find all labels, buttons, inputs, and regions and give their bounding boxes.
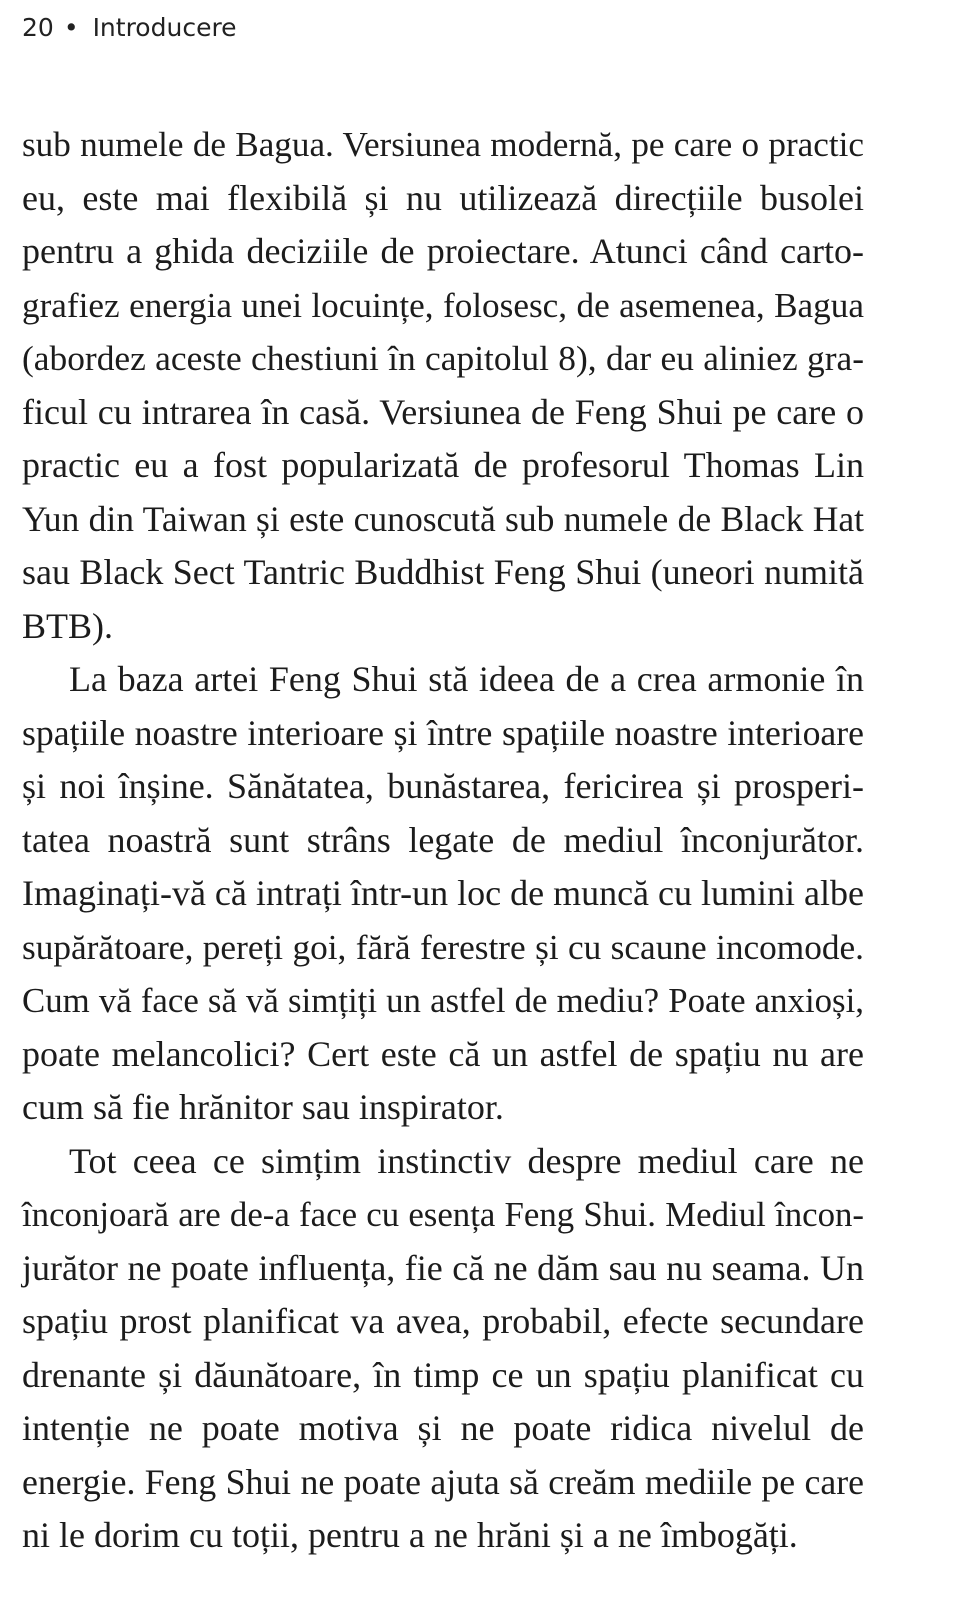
text-line: sau Black Sect Tantric Buddhist Feng Shui (uneori numită <box>22 552 864 592</box>
text-line: Yun din Taiwan și este cunoscută sub numele de Black Hat <box>22 498 864 539</box>
text-line: și noi înșine. Sănătatea, bunăstarea, fericirea și prosperi- <box>22 766 864 806</box>
text-line: grafiez energia unei locuințe, folosesc, de asemenea, Bagua <box>22 285 864 325</box>
text-line: Imaginați-vă că intrați într-un loc de muncă cu lumini albe <box>22 873 864 913</box>
text-line: pentru a ghida deciziile de proiectare. Atunci când carto- <box>22 231 864 271</box>
text-line: ni le dorim cu toții, pentru a ne hrăni și a ne îmbogăți. <box>22 1515 798 1555</box>
text-line: eu, este mai flexibilă și nu utilizează direcțiile busolei <box>22 177 864 218</box>
page-number: 20 <box>22 13 54 42</box>
text-line: înconjoară are de-a face cu esența Feng Shui. Mediul încon- <box>22 1195 864 1234</box>
text-line: drenante și dăunătoare, în timp ce un spațiu planificat cu <box>22 1354 864 1395</box>
text-line: BTB). <box>22 605 114 646</box>
text-line: ficul cu intrarea în casă. Versiunea de Feng Shui pe care o <box>22 391 864 432</box>
text-line: intenție ne poate motiva și ne poate ridica nivelul de <box>22 1408 864 1448</box>
text-line: practic eu a fost popularizată de profesorul Thomas Lin <box>22 445 864 485</box>
text-line: supărătoare, pereți goi, fără ferestre și cu scaune incomode. <box>22 927 864 967</box>
text-line: spațiile noastre interioare și între spațiile noastre interioare <box>22 712 864 753</box>
text-line: (abordez aceste chestiuni în capitolul 8), dar eu aliniez gra- <box>22 338 864 378</box>
text-line: Tot ceea ce simțim instinctiv despre mediul care ne <box>69 1140 864 1181</box>
text-line: cum să fie hrănitor sau inspirator. <box>22 1087 504 1127</box>
text-line: tatea noastră sunt strâns legate de mediul înconjurător. <box>22 819 864 860</box>
header-separator: • <box>63 13 79 42</box>
text-line: spațiu prost planificat va avea, probabil, efecte secundare <box>22 1301 864 1341</box>
text-line: poate melancolici? Cert este că un astfel de spațiu nu are <box>22 1033 864 1074</box>
running-head <box>22 11 237 45</box>
text-line: Cum vă face să vă simțiți un astfel de mediu? Poate anxioși, <box>22 981 864 1020</box>
text-line: La baza artei Feng Shui stă ideea de a crea armonie în <box>69 659 864 699</box>
body-text <box>22 118 864 1563</box>
text-line: sub numele de Bagua. Versiunea modernă, pe care o practic <box>22 125 864 164</box>
section-title: Introducere <box>92 13 237 42</box>
text-line: energie. Feng Shui ne poate ajuta să creăm mediile pe care <box>22 1461 864 1502</box>
text-line: jurător ne poate influența, fie că ne dăm sau nu seama. Un <box>22 1247 864 1288</box>
